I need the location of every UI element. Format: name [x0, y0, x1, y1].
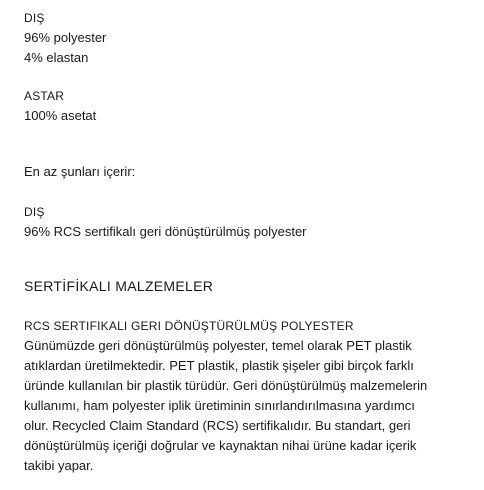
contains-title: En az şunları içerir: — [24, 164, 136, 179]
contains-section — [24, 162, 135, 182]
certified-line-3: üründe kullanılan bir plastik türüdür. Geri dönüştürülmüş malzemelerin — [24, 378, 428, 393]
outer-line-1: 96% polyester — [24, 30, 107, 45]
outer-line-2: 4% elastan — [24, 50, 89, 65]
certified-line-6: dönüştürülmüş içeriği doğrular ve kaynaktan nihai ürüne kadar içerik — [24, 438, 417, 453]
certified-line-4: kullanımı, ham polyester iplik üretiminin sınırlandırılmasına yardımcı — [24, 398, 415, 413]
certified-line-1: Günümüzde geri dönüştürülmüş polyester, temel olarak PET plastik — [24, 338, 412, 353]
contains-outer — [24, 202, 307, 242]
lining-label: ASTAR — [24, 89, 65, 103]
certified-section — [24, 276, 213, 296]
lining-composition — [24, 86, 96, 126]
certified-subheading: RCS SERTIFIKALI GERI DÖNÜŞTÜRÜLMÜŞ POLYESTER — [24, 319, 354, 333]
certified-body — [24, 316, 427, 476]
outer-label: DIŞ — [24, 11, 45, 25]
lining-line-1: 100% asetat — [24, 108, 97, 123]
certified-line-5: olur. Recycled Claim Standard (RCS) sertifikalıdır. Bu standart, geri — [24, 418, 411, 433]
certified-heading: SERTİFİKALI MALZEMELER — [24, 278, 214, 294]
certified-line-7: takibi yapar. — [24, 458, 94, 473]
contains-outer-line: 96% RCS sertifikalı geri dönüştürülmüş polyester — [24, 224, 307, 239]
outer-composition — [24, 8, 106, 68]
contains-outer-label: DIŞ — [24, 205, 45, 219]
certified-line-2: atıklardan üretilmektedir. PET plastik, plastik şişeler gibi birçok farklı — [24, 358, 414, 373]
